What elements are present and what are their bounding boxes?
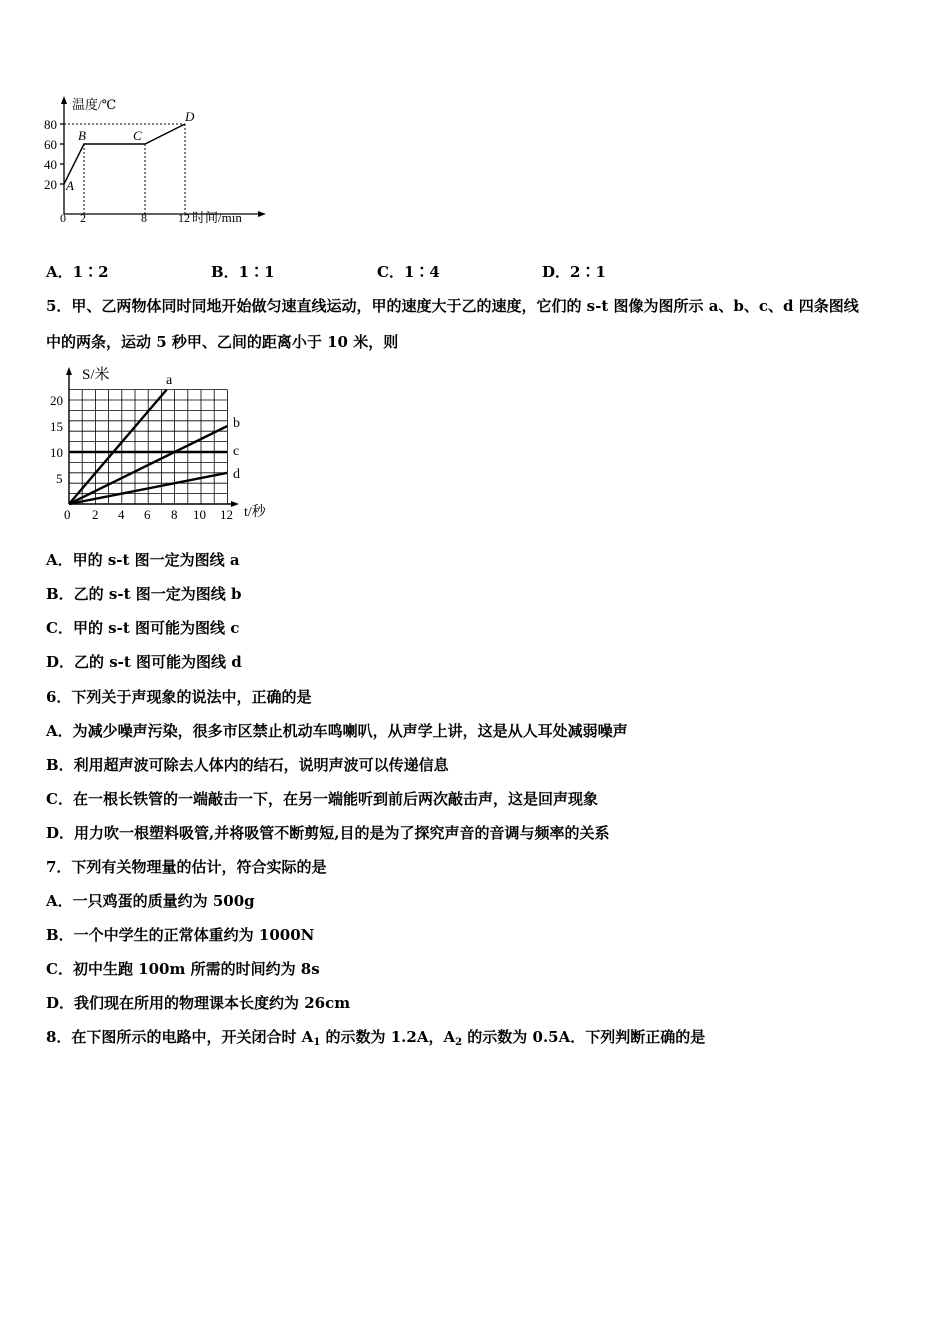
y-tick-40: 40 [44, 157, 57, 172]
st-y-tick-15: 15 [50, 419, 63, 434]
q4-option-d: D．2∶1 [542, 263, 606, 281]
q5-option-d: D．乙的 s-t 图可能为图线 d [46, 653, 242, 671]
q8-stem-part1: 8．在下图所示的电路中，开关闭合时 A [46, 1028, 314, 1046]
q6-option-d: D．用力吹一根塑料吸管,并将吸管不断剪短,目的是为了探究声音的音调与频率的关系 [46, 824, 610, 842]
st-x-label: t/秒 [244, 505, 266, 520]
q5-option-a: A．甲的 s-t 图一定为图线 a [46, 551, 240, 569]
q7-option-b: B．一个中学生的正常体重约为 1000N [46, 926, 315, 944]
st-x-tick-6: 6 [144, 507, 151, 522]
x-tick-2: 2 [80, 211, 86, 225]
y-tick-20: 20 [44, 177, 57, 192]
st-grid [69, 390, 227, 504]
x-tick-8: 8 [141, 211, 147, 225]
st-series-label-c: c [233, 444, 240, 459]
q7-option-c: C．初中生跑 100m 所需的时间约为 8s [46, 960, 320, 978]
q6-option-b: B．利用超声波可除去人体内的结石，说明声波可以传递信息 [46, 756, 449, 774]
st-y-tick-10: 10 [50, 445, 63, 460]
q8-stem-part3: 的示数为 0.5A．下列判断正确的是 [462, 1028, 706, 1046]
temperature-time-chart [40, 92, 280, 234]
st-x-tick-8: 8 [171, 507, 178, 522]
st-x-tick-10: 10 [193, 507, 206, 522]
st-x-tick-0: 0 [64, 507, 71, 522]
q8-sub1: 1 [313, 1037, 321, 1048]
x-tick-0: 0 [60, 211, 66, 225]
q5-option-b: B．乙的 s-t 图一定为图线 b [46, 585, 242, 603]
point-label-d: D [185, 109, 195, 124]
y-tick-60: 60 [44, 137, 57, 152]
point-label-c: C [133, 128, 142, 143]
q4-option-c: C．1∶4 [377, 263, 440, 281]
st-series-label-a: a [166, 373, 173, 388]
q4-option-b: B．1∶1 [211, 263, 275, 281]
st-series-label-d: d [233, 467, 240, 482]
q4-option-a: A．1∶2 [46, 263, 109, 281]
y-tick-80: 80 [44, 117, 57, 132]
st-chart [44, 364, 284, 526]
q6-option-a: A．为减少噪声污染，很多市区禁止机动车鸣喇叭，从声学上讲，这是从人耳处减弱噪声 [46, 722, 628, 740]
q6-option-c: C．在一根长铁管的一端敲击一下，在另一端能听到前后两次敲击声，这是回声现象 [46, 790, 598, 808]
st-y-tick-20: 20 [50, 393, 63, 408]
st-y-label: S/米 [82, 367, 110, 383]
q6-stem: 6．下列关于声现象的说法中，正确的是 [46, 688, 312, 706]
st-series-label-b: b [233, 416, 240, 431]
point-label-b: B [78, 128, 86, 143]
y-axis-label: 温度/℃ [72, 97, 117, 112]
q5-option-c: C．甲的 s-t 图可能为图线 c [46, 619, 240, 637]
q7-stem: 7．下列有关物理量的估计，符合实际的是 [46, 858, 327, 876]
st-x-tick-4: 4 [118, 507, 125, 522]
x-axis-label: 时间/min [192, 210, 242, 225]
x-tick-12: 12 [178, 211, 190, 225]
q7-option-a: A．一只鸡蛋的质量约为 500g [46, 892, 255, 910]
st-x-tick-12: 12 [220, 507, 233, 522]
point-label-a: A [66, 178, 74, 193]
q5-stem-line1: 5．甲、乙两物体同时同地开始做匀速直线运动，甲的速度大于乙的速度，它们的 s-t 图像为图所示 a、b、c、d 四条图线 [46, 297, 859, 315]
q8-stem [46, 1027, 705, 1047]
q5-stem-line2: 中的两条，运动 5 秒甲、乙间的距离小于 10 米，则 [46, 333, 399, 351]
st-x-tick-2: 2 [92, 507, 99, 522]
q8-sub2: 2 [455, 1037, 463, 1048]
q8-stem-part2: 的示数为 1.2A，A [320, 1028, 456, 1046]
st-y-tick-5: 5 [56, 471, 63, 486]
q7-option-d: D．我们现在所用的物理课本长度约为 26cm [46, 994, 351, 1012]
